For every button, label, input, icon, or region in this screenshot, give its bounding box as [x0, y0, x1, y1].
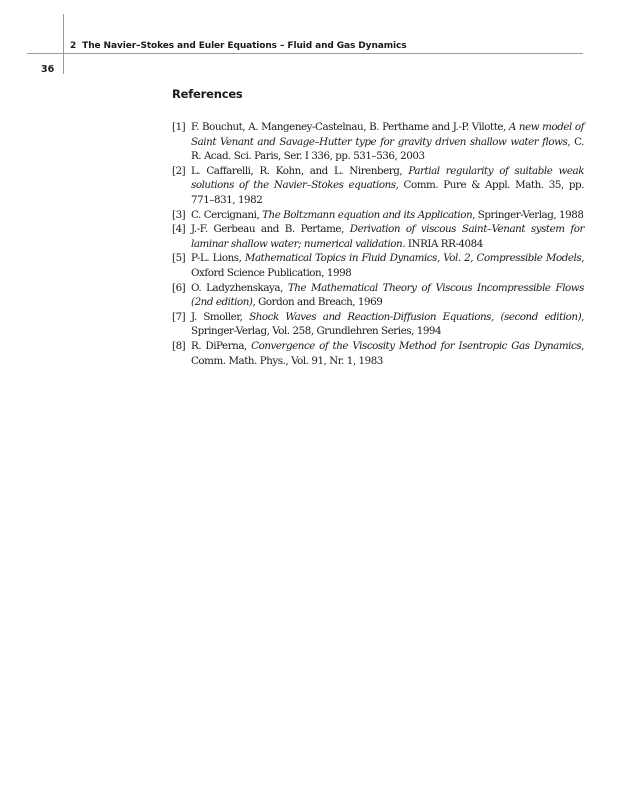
running-head [70, 41, 407, 51]
reference-authors: O. Ladyzhenskaya, [191, 281, 288, 294]
reference-number: [6] [172, 281, 186, 294]
reference-number: [5] [172, 252, 186, 265]
reference-details: , Gordon and Breach, 1969 [252, 296, 383, 309]
reference-number: [8] [172, 339, 186, 352]
reference-number: [3] [172, 208, 186, 221]
header-vertical-rule [63, 14, 64, 74]
reference-list [172, 120, 584, 368]
reference-title: Mathematical Topics in Fluid Dynamics, Vol. 2, Compressible Models [244, 252, 582, 265]
reference-details: , Comm. Pure & Appl. Math. 35, pp. 771–831, 1982 [191, 179, 584, 206]
chapter-title: The Navier–Stokes and Euler Equations – Fluid and Gas Dynamics [82, 41, 407, 51]
reference-authors: P-L. Lions, [191, 252, 245, 265]
reference-item-6 [172, 281, 584, 310]
reference-authors: L. Caffarelli, R. Kohn, and L. Nirenberg, [191, 164, 409, 177]
reference-title: Partial regularity of suitable weak solutions of the Navier–Stokes equations [191, 164, 584, 192]
reference-title: Shock Waves and Reaction-Diffusion Equations, (second edition) [249, 310, 582, 323]
reference-title: The Mathematical Theory of Viscous Incompressible Flows (2nd edition) [191, 281, 584, 309]
reference-item-8 [172, 339, 584, 368]
reference-item-3 [172, 208, 584, 223]
reference-details: , Oxford Science Publication, 1998 [191, 252, 585, 279]
reference-authors: C. Cercignani, [191, 208, 263, 221]
reference-item-5 [172, 251, 584, 280]
reference-title: Convergence of the Viscosity Method for Isentropic Gas Dynamics [251, 339, 582, 352]
page-number: 36 [41, 64, 55, 75]
header-horizontal-rule [27, 53, 583, 54]
reference-title: A new model of Saint Venant and Savage–Hutter type for gravity driven shallow water flows [191, 121, 584, 148]
reference-item-1 [172, 120, 584, 164]
reference-title: Derivation of viscous Saint–Venant system for laminar shallow water; numerical validation. [191, 223, 585, 250]
reference-title: The Boltzmann equation and its Application [262, 208, 473, 221]
reference-authors: J.-F. Gerbeau and B. Pertame, [191, 223, 350, 236]
reference-item-4 [172, 222, 584, 251]
reference-details: , C. R. Acad. Sci. Paris, Ser. I 336, pp. 531–536, 2003 [191, 135, 584, 163]
reference-details: , Springer-Verlag, Vol. 258, Grundlehren Series, 1994 [191, 310, 584, 338]
chapter-number: 2 [70, 41, 77, 51]
reference-number: [4] [172, 223, 186, 236]
reference-item-2 [172, 164, 584, 208]
reference-number: [7] [172, 310, 186, 323]
reference-details: , Comm. Math. Phys., Vol. 91, Nr. 1, 1983 [191, 339, 584, 367]
reference-authors: J. Smoller, [191, 310, 250, 323]
reference-details: , Springer-Verlag, 1988 [472, 208, 584, 221]
reference-item-7 [172, 310, 584, 339]
reference-number: [1] [172, 121, 186, 133]
references-heading: References [172, 87, 243, 101]
reference-number: [2] [172, 164, 186, 177]
reference-details: INRIA RR-4084 [405, 237, 483, 250]
reference-authors: F. Bouchut, A. Mangeney-Castelnau, B. Perthame and J.-P. Vilotte, [191, 121, 509, 133]
reference-authors: R. DiPerna, [191, 339, 252, 352]
